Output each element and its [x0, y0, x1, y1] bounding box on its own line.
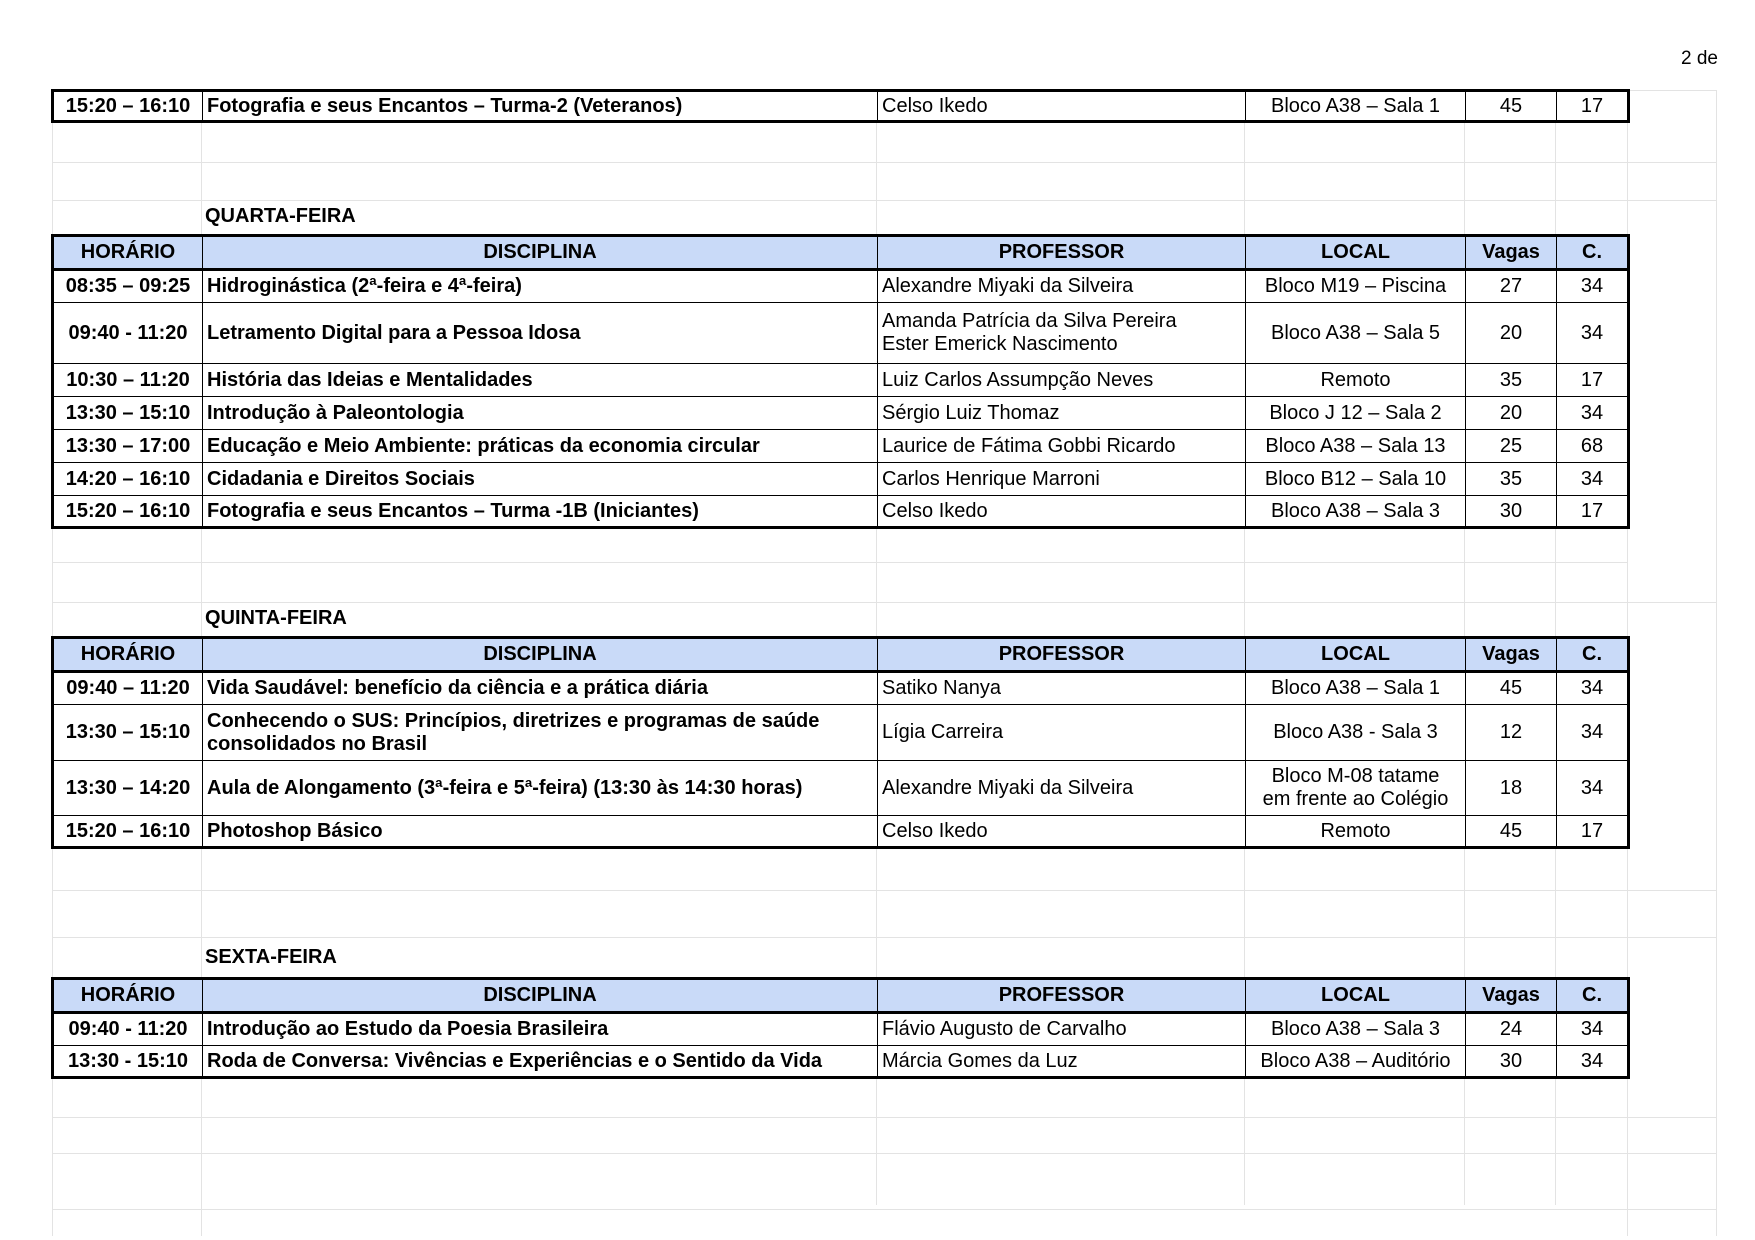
table-row: [53, 1013, 1629, 1046]
disciplina-line: consolidados no Brasil: [207, 732, 428, 755]
professor-cell: Alexandre Miyaki da Silveira: [878, 270, 1246, 303]
c-cell: 17: [1557, 91, 1629, 122]
local-cell: Bloco A38 – Sala 3: [1246, 1013, 1466, 1046]
c-cell: 68: [1557, 430, 1629, 463]
disciplina-cell: [203, 705, 878, 761]
local-cell: Bloco M19 – Piscina: [1246, 270, 1466, 303]
header-professor: PROFESSOR: [878, 979, 1246, 1013]
vagas-cell: 30: [1466, 1046, 1557, 1078]
local-cell: Bloco A38 – Auditório: [1246, 1046, 1466, 1078]
header-vagas: Vagas: [1466, 979, 1557, 1013]
header-c: C.: [1557, 638, 1629, 672]
header-local: LOCAL: [1246, 638, 1466, 672]
c-cell: 34: [1557, 270, 1629, 303]
professor-cell: Celso Ikedo: [878, 496, 1246, 528]
vagas-cell: 45: [1466, 672, 1557, 705]
vagas-cell: 20: [1466, 397, 1557, 430]
horario-cell: 13:30 – 15:10: [53, 397, 203, 430]
professor-cell: Laurice de Fátima Gobbi Ricardo: [878, 430, 1246, 463]
local-cell: Bloco A38 – Sala 13: [1246, 430, 1466, 463]
horario-cell: 13:30 - 15:10: [53, 1046, 203, 1078]
vagas-cell: 24: [1466, 1013, 1557, 1046]
table-row: [53, 364, 1629, 397]
professor-cell: Celso Ikedo: [878, 91, 1246, 122]
horario-cell: 15:20 – 16:10: [53, 91, 203, 122]
table-row: [53, 816, 1629, 848]
header-disciplina: DISCIPLINA: [203, 979, 878, 1013]
vagas-cell: 25: [1466, 430, 1557, 463]
quarta-table: [51, 234, 1630, 529]
table-row: [53, 761, 1629, 816]
continuation-table: [51, 89, 1630, 123]
header-professor: PROFESSOR: [878, 638, 1246, 672]
table-row: [53, 430, 1629, 463]
professor-cell: Márcia Gomes da Luz: [878, 1046, 1246, 1078]
professor-cell: Flávio Augusto de Carvalho: [878, 1013, 1246, 1046]
c-cell: 34: [1557, 705, 1629, 761]
horario-cell: 13:30 – 17:00: [53, 430, 203, 463]
professor-cell: Carlos Henrique Marroni: [878, 463, 1246, 496]
c-cell: 34: [1557, 761, 1629, 816]
header-vagas: Vagas: [1466, 236, 1557, 270]
disciplina-cell: Fotografia e seus Encantos – Turma-2 (Veteranos): [203, 91, 878, 122]
day-label-quarta: QUARTA-FEIRA: [205, 205, 356, 227]
horario-cell: 10:30 – 11:20: [53, 364, 203, 397]
c-cell: 17: [1557, 816, 1629, 848]
local-cell: Bloco J 12 – Sala 2: [1246, 397, 1466, 430]
vagas-cell: 35: [1466, 463, 1557, 496]
table-row: [53, 705, 1629, 761]
vagas-cell: 35: [1466, 364, 1557, 397]
local-cell: Bloco A38 – Sala 1: [1246, 91, 1466, 122]
disciplina-cell: Roda de Conversa: Vivências e Experiências e o Sentido da Vida: [203, 1046, 878, 1078]
professor-line: Ester Emerick Nascimento: [882, 333, 1118, 355]
local-cell: Bloco B12 – Sala 10: [1246, 463, 1466, 496]
horario-cell: 15:20 – 16:10: [53, 496, 203, 528]
table-row: [53, 672, 1629, 705]
disciplina-cell: Photoshop Básico: [203, 816, 878, 848]
c-cell: 34: [1557, 463, 1629, 496]
vagas-cell: 45: [1466, 91, 1557, 122]
header-horario: HORÁRIO: [53, 638, 203, 672]
local-cell: Bloco A38 – Sala 5: [1246, 303, 1466, 364]
vagas-cell: 18: [1466, 761, 1557, 816]
quinta-table: [51, 636, 1630, 849]
professor-cell: Lígia Carreira: [878, 705, 1246, 761]
table-row: [53, 463, 1629, 496]
header-local: LOCAL: [1246, 236, 1466, 270]
local-cell: Remoto: [1246, 816, 1466, 848]
professor-line: Amanda Patrícia da Silva Pereira: [882, 310, 1177, 332]
header-professor: PROFESSOR: [878, 236, 1246, 270]
table-row: [53, 91, 1629, 122]
header-row: [53, 236, 1629, 270]
sexta-table: [51, 977, 1630, 1079]
horario-cell: 14:20 – 16:10: [53, 463, 203, 496]
c-cell: 34: [1557, 672, 1629, 705]
day-label-quinta: QUINTA-FEIRA: [205, 607, 347, 629]
local-cell: [1246, 761, 1466, 816]
header-disciplina: DISCIPLINA: [203, 236, 878, 270]
c-cell: 17: [1557, 364, 1629, 397]
horario-cell: 09:40 – 11:20: [53, 672, 203, 705]
header-disciplina: DISCIPLINA: [203, 638, 878, 672]
disciplina-cell: Vida Saudável: benefício da ciência e a prática diária: [203, 672, 878, 705]
professor-cell: Alexandre Miyaki da Silveira: [878, 761, 1246, 816]
professor-cell: Luiz Carlos Assumpção Neves: [878, 364, 1246, 397]
disciplina-cell: Aula de Alongamento (3ª-feira e 5ª-feira) (13:30 às 14:30 horas): [203, 761, 878, 816]
disciplina-cell: Introdução à Paleontologia: [203, 397, 878, 430]
disciplina-line: Conhecendo o SUS: Princípios, diretrizes e programas de saúde: [207, 709, 820, 732]
c-cell: 34: [1557, 1046, 1629, 1078]
professor-cell: [878, 303, 1246, 364]
vagas-cell: 30: [1466, 496, 1557, 528]
horario-cell: 09:40 - 11:20: [53, 1013, 203, 1046]
disciplina-cell: Introdução ao Estudo da Poesia Brasileira: [203, 1013, 878, 1046]
page-number: 2 de: [1681, 48, 1718, 69]
horario-cell: 13:30 – 15:10: [53, 705, 203, 761]
professor-cell: Sérgio Luiz Thomaz: [878, 397, 1246, 430]
disciplina-cell: Hidroginástica (2ª-feira e 4ª-feira): [203, 270, 878, 303]
local-line: Bloco M-08 tatame: [1271, 765, 1440, 787]
table-row: [53, 303, 1629, 364]
vagas-cell: 27: [1466, 270, 1557, 303]
c-cell: 34: [1557, 1013, 1629, 1046]
local-cell: Bloco A38 – Sala 3: [1246, 496, 1466, 528]
header-row: [53, 638, 1629, 672]
horario-cell: 09:40 - 11:20: [53, 303, 203, 364]
header-vagas: Vagas: [1466, 638, 1557, 672]
horario-cell: 15:20 – 16:10: [53, 816, 203, 848]
disciplina-cell: Educação e Meio Ambiente: práticas da economia circular: [203, 430, 878, 463]
horario-cell: 08:35 – 09:25: [53, 270, 203, 303]
table-row: [53, 496, 1629, 528]
vagas-cell: 20: [1466, 303, 1557, 364]
disciplina-cell: Letramento Digital para a Pessoa Idosa: [203, 303, 878, 364]
header-horario: HORÁRIO: [53, 236, 203, 270]
c-cell: 34: [1557, 397, 1629, 430]
c-cell: 17: [1557, 496, 1629, 528]
table-row: [53, 397, 1629, 430]
c-cell: 34: [1557, 303, 1629, 364]
header-c: C.: [1557, 236, 1629, 270]
header-horario: HORÁRIO: [53, 979, 203, 1013]
table-row: [53, 270, 1629, 303]
local-cell: Bloco A38 - Sala 3: [1246, 705, 1466, 761]
professor-cell: Satiko Nanya: [878, 672, 1246, 705]
disciplina-cell: Fotografia e seus Encantos – Turma -1B (Iniciantes): [203, 496, 878, 528]
disciplina-cell: História das Ideias e Mentalidades: [203, 364, 878, 397]
local-line: em frente ao Colégio: [1262, 788, 1449, 810]
horario-cell: 13:30 – 14:20: [53, 761, 203, 816]
header-c: C.: [1557, 979, 1629, 1013]
table-row: [53, 1046, 1629, 1078]
day-label-sexta: SEXTA-FEIRA: [205, 946, 337, 968]
vagas-cell: 12: [1466, 705, 1557, 761]
local-cell: Bloco A38 – Sala 1: [1246, 672, 1466, 705]
disciplina-cell: Cidadania e Direitos Sociais: [203, 463, 878, 496]
vagas-cell: 45: [1466, 816, 1557, 848]
professor-cell: Celso Ikedo: [878, 816, 1246, 848]
local-cell: Remoto: [1246, 364, 1466, 397]
header-row: [53, 979, 1629, 1013]
header-local: LOCAL: [1246, 979, 1466, 1013]
